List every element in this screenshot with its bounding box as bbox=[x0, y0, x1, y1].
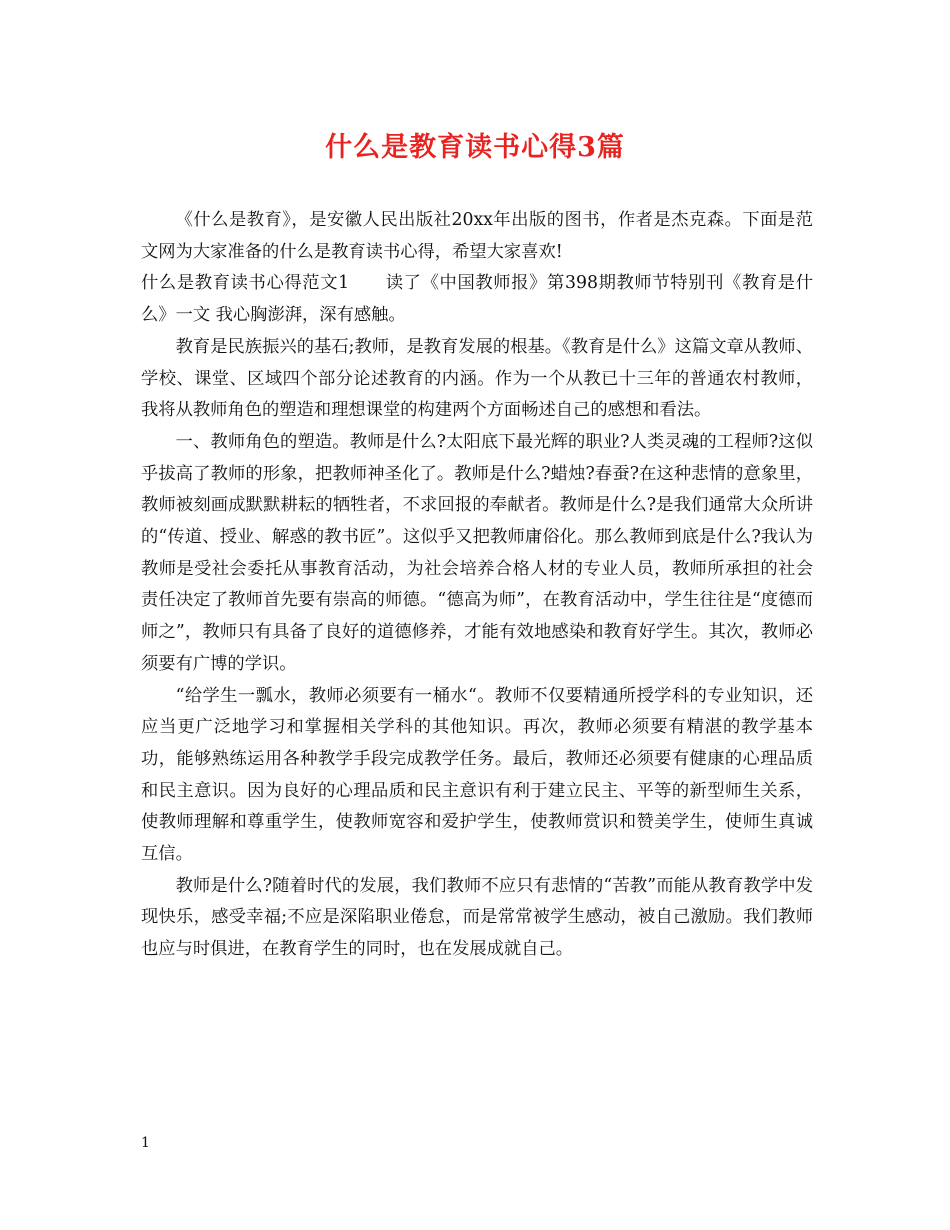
page-number: 1 bbox=[141, 1135, 150, 1151]
paragraph-what-is-teacher: 教师是什么?随着时代的发展，我们教师不应只有悲情的“苦教”而能从教育教学中发现快乐，感受幸福;不应是深陷职业倦怠，而是常常被学生感动，被自己激励。我们教师也应与时俱进，在教育学生的同时，也在发展成就自己。 bbox=[141, 875, 813, 960]
sample-heading-line bbox=[141, 268, 813, 331]
intro-paragraph: 《什么是教育》，是安徽人民出版社20xx年出版的图书，作者是杰克森。下面是范文网为大家准备的什么是教育读书心得，希望大家喜欢! bbox=[141, 210, 813, 262]
sample-intro: 读了《中国教师报》第398期教师节特别刊《教育是什么》一文 我心胸澎湃，深有感触。 bbox=[141, 273, 813, 326]
document-title: 什么是教育读书心得3篇 bbox=[325, 132, 625, 163]
paragraph-foundation: 教育是民族振兴的基石;教师，是教育发展的根基。《教育是什么》这篇文章从教师、学校、课堂、区域四个部分论述教育的内涵。作为一个从教已十三年的普通农村教师，我将从教师角色的塑造和理想课堂的构建两个方面畅述自己的感想和看法。 bbox=[141, 336, 813, 421]
document-body bbox=[141, 205, 813, 966]
sample-heading: 什么是教育读书心得范文1 bbox=[141, 273, 350, 294]
paragraph-bucket-of-water: “给学生一瓢水，教师必须要有一桶水“。教师不仅要精通所授学科的专业知识，还应当更广泛地学习和掌握相关学科的其他知识。再次，教师必须要有精湛的教学基本功，能够熟练运用各种教学手段完成教学任务。最后，教师还必须要有健康的心理品质和民主意识。因为良好的心理品质和民主意识有利于建立民主、平等的新型师生关系，使教师理解和尊重学生，使教师宽容和爱护学生，使教师赏识和赞美学生，使师生真诚互信。 bbox=[141, 685, 813, 865]
paragraph-teacher-role: 一、教师角色的塑造。教师是什么?太阳底下最光辉的职业?人类灵魂的工程师?这似乎拔高了教师的形象，把教师神圣化了。教师是什么?蜡烛?春蚕?在这种悲情的意象里，教师被刻画成默默耕耘的牺牲者，不求回报的奉献者。教师是什么?是我们通常大众所讲的“传道、授业、解惑的教书匠”。这似乎又把教师庸俗化。那么教师到底是什么?我认为教师是受社会委托从事教育活动，为社会培养合格人材的专业人员，教师所承担的社会责任决定了教师首先要有崇高的师德。“德高为师”，在教育活动中，学生往往是“度德而师之”，教师只有具备了良好的道德修养，才能有效地感染和教育好学生。其次，教师必须要有广博的学识。 bbox=[141, 431, 813, 674]
